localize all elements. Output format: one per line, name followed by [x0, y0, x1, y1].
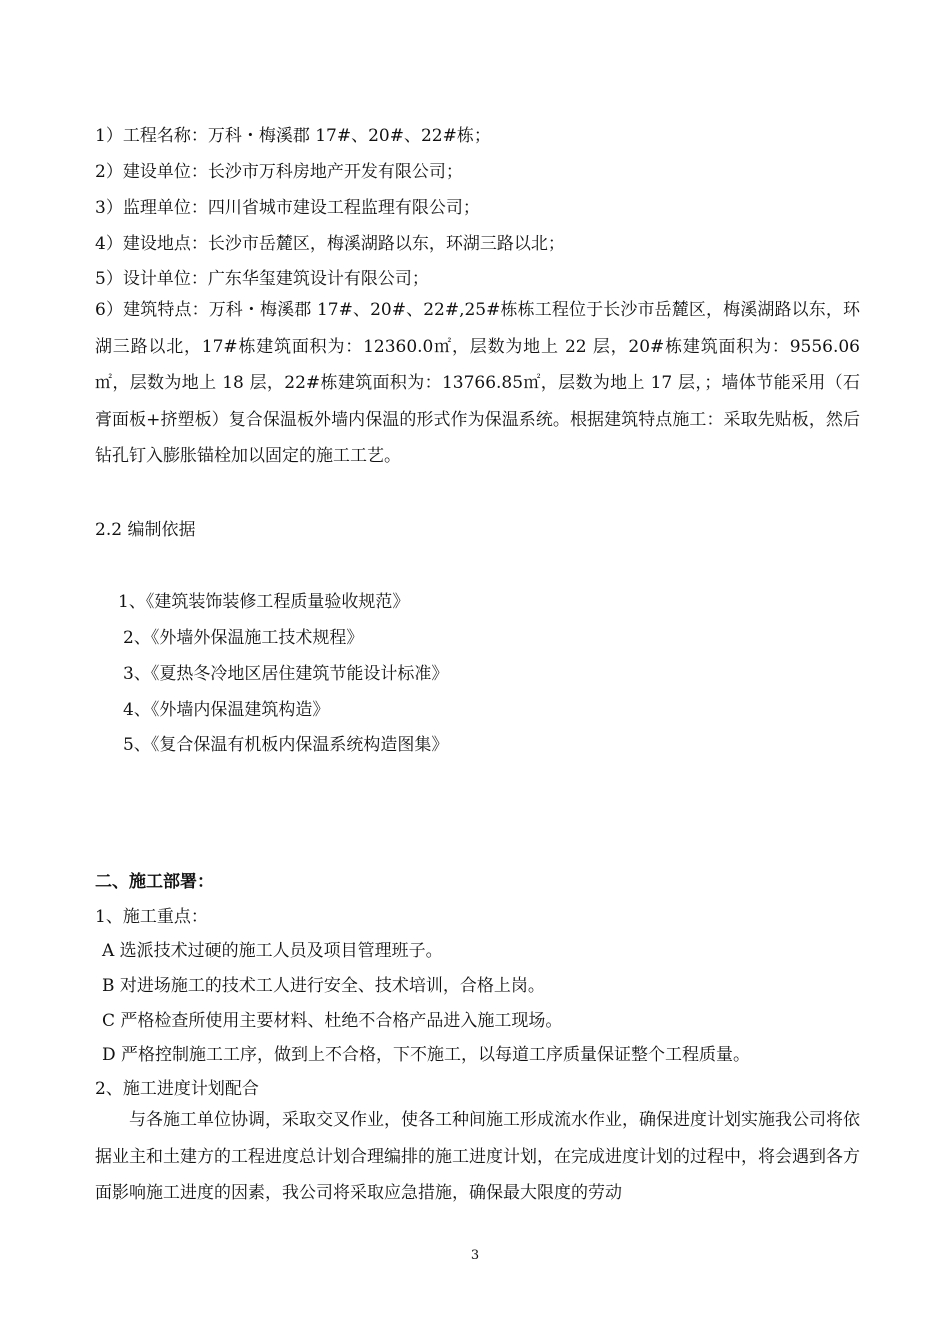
construction-focus-title: 1、施工重点：	[95, 907, 208, 927]
basis-item-5: 5、《复合保温有机板内保温系统构造图集》	[123, 735, 449, 755]
focus-item-c: C 严格检查所使用主要材料、杜绝不合格产品进入施工现场。	[102, 1011, 563, 1031]
basis-item-1: 1、《建筑装饰装修工程质量验收规范》	[118, 592, 410, 612]
basis-item-4: 4、《外墙内保温建筑构造》	[123, 700, 330, 720]
basis-title: 2.2 编制依据	[95, 520, 196, 540]
deployment-heading: 二、施工部署：	[95, 872, 214, 892]
construction-unit-line: 2）建设单位：长沙市万科房地产开发有限公司；	[95, 162, 463, 182]
design-unit-line: 5）设计单位：广东华玺建筑设计有限公司；	[95, 269, 429, 289]
focus-item-d: D 严格控制施工工序，做到上不合格，下不施工，以每道工序质量保证整个工程质量。	[102, 1045, 751, 1065]
building-features-paragraph: 6）建筑特点：万科・梅溪郡 17#、20#、22#,25#栋栋工程位于长沙市岳麓区，梅溪湖路以东，环湖三路以北，17#栋建筑面积为：12360.0㎡，层数为地上 22 层，20#栋建筑面积为：9556.06㎡，层数为地上 18 层，22#栋建筑面积为：13766.85㎡，层数为地上 17 层，；墙体节能采用（石膏面板+挤塑板）复合保温板外墙内保温的形式作为保温系统。根据建筑特点施工：采取先贴板，然后钻孔钉入膨胀锚栓加以固定的施工工艺。	[95, 300, 860, 466]
location-line: 4）建设地点：长沙市岳麓区，梅溪湖路以东，环湖三路以北；	[95, 234, 565, 254]
supervision-unit-line: 3）监理单位：四川省城市建设工程监理有限公司；	[95, 198, 480, 218]
focus-item-a: A 选派技术过硬的施工人员及项目管理班子。	[102, 941, 443, 961]
project-name-line: 1）工程名称：万科・梅溪郡 17#、20#、22#栋；	[95, 126, 491, 146]
basis-item-2: 2、《外墙外保温施工技术规程》	[123, 628, 364, 648]
page-number: 3	[470, 1248, 480, 1263]
schedule-paragraph: 与各施工单位协调，采取交叉作业，使各工种间施工形成流水作业，确保进度计划实施我公司将依据业主和土建方的工程进度总计划合理编排的施工进度计划，在完成进度计划的过程中，将会遇到各方面影响施工进度的因素，我公司将采取应急措施，确保最大限度的劳动	[95, 1110, 860, 1203]
focus-item-b: B 对进场施工的技术工人进行安全、技术培训，合格上岗。	[102, 976, 545, 996]
basis-item-3: 3、《夏热冬冷地区居住建筑节能设计标准》	[123, 664, 449, 684]
schedule-coordination-title: 2、施工进度计划配合	[95, 1079, 259, 1099]
